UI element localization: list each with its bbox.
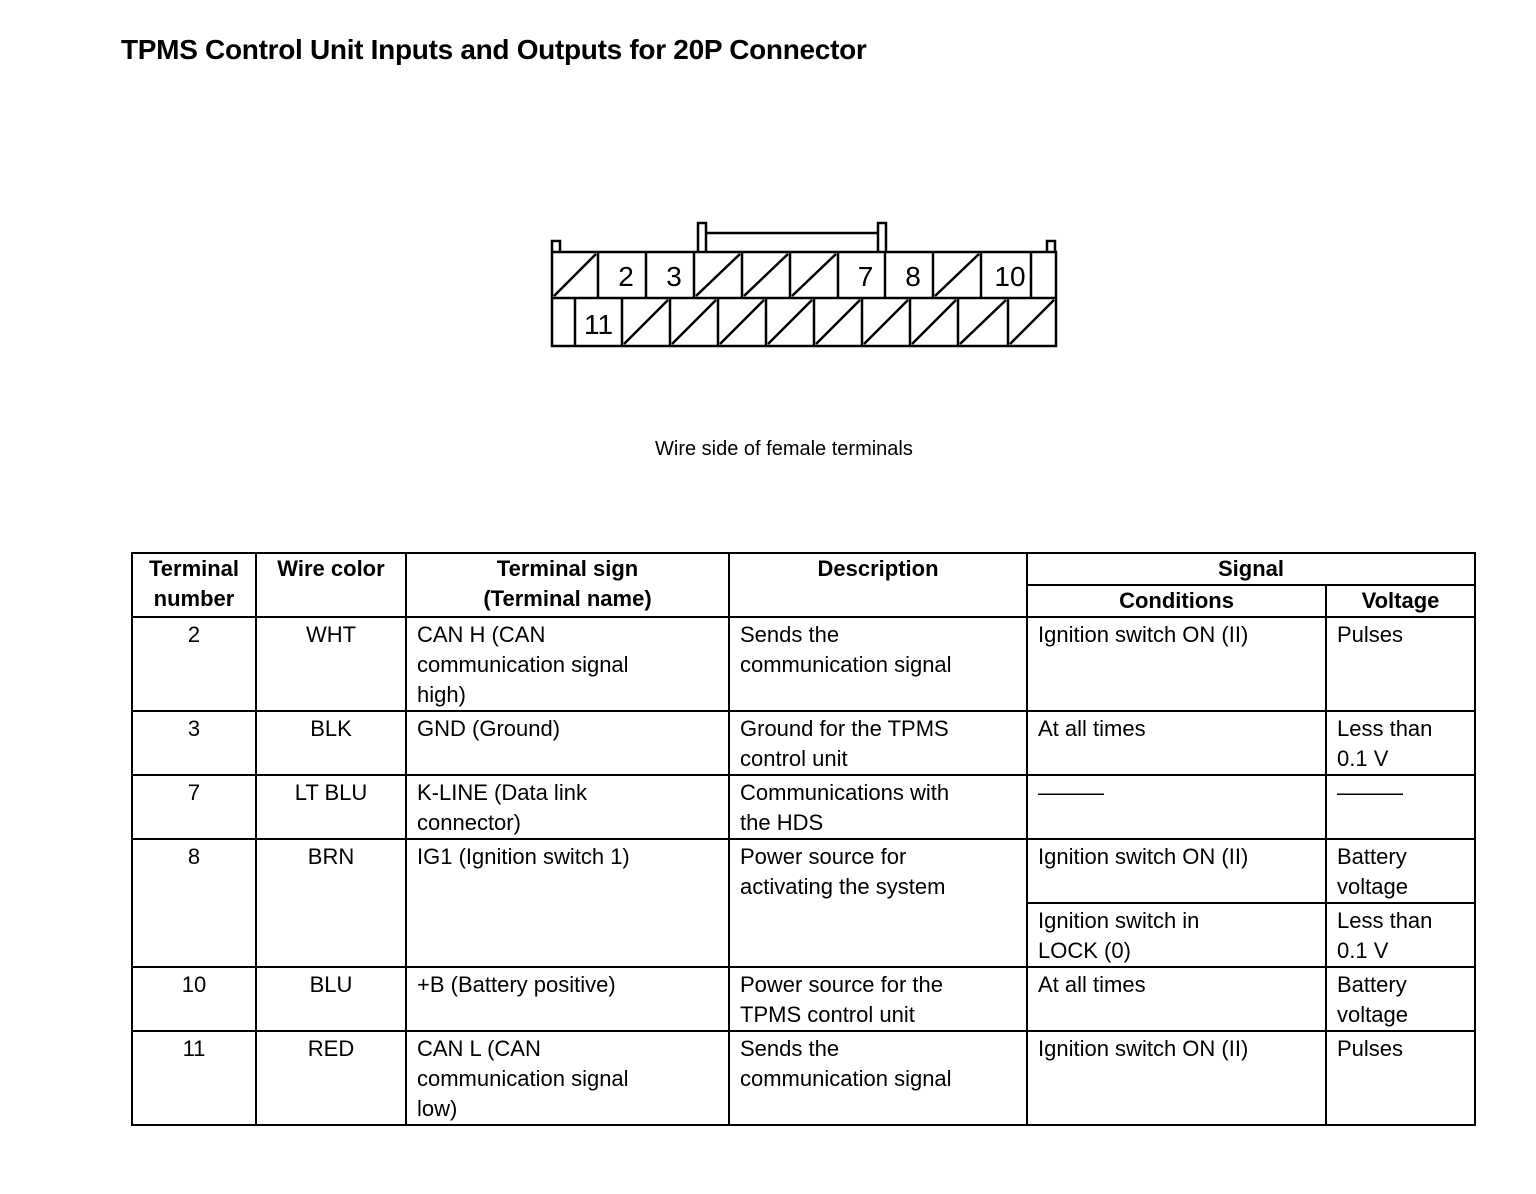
hatched-cavity <box>960 300 1006 344</box>
terminal-sign-cell: CAN H (CAN communication signal high) <box>406 617 729 711</box>
table-row <box>132 617 1475 711</box>
terminal-sign-cell: GND (Ground) <box>406 711 729 775</box>
terminal-number-cell: 8 <box>132 839 256 967</box>
table-row <box>132 1031 1475 1125</box>
wire-color-cell: RED <box>256 1031 406 1125</box>
terminal-sign-cell: CAN L (CAN communication signal low) <box>406 1031 729 1125</box>
hatched-cavity <box>864 300 908 344</box>
terminal-sign-cell: K-LINE (Data link connector) <box>406 775 729 839</box>
description-cell: Power source for activating the system <box>729 839 1027 967</box>
hatched-cavity <box>554 254 596 296</box>
description-cell: Ground for the TPMS control unit <box>729 711 1027 775</box>
terminal-number-label: 11 <box>583 309 614 340</box>
hatched-cavity <box>720 300 764 344</box>
terminal-number-cell: 3 <box>132 711 256 775</box>
wire-color-cell: BLU <box>256 967 406 1031</box>
terminal-sign-cell: +B (Battery positive) <box>406 967 729 1031</box>
terminal-number-cell: 10 <box>132 967 256 1031</box>
header-description: Description <box>729 553 1027 617</box>
header-signal: Signal <box>1027 553 1475 585</box>
connector-caption: Wire side of female terminals <box>655 438 913 460</box>
header-conditions: Conditions <box>1027 585 1326 617</box>
voltage-cell: Battery voltage <box>1326 967 1475 1031</box>
terminal-number-label: 7 <box>857 261 874 292</box>
condition-cell: At all times <box>1027 967 1326 1031</box>
hatched-cavity <box>1010 300 1054 344</box>
header-voltage: Voltage <box>1326 585 1475 617</box>
condition-cell: Ignition switch ON (II) <box>1027 617 1326 711</box>
condition-cell: ——— <box>1027 775 1326 839</box>
description-cell: Power source for the TPMS control unit <box>729 967 1027 1031</box>
hatched-cavity <box>768 300 812 344</box>
terminal-number-label: 10 <box>994 261 1026 292</box>
voltage-cell: Battery voltage <box>1326 839 1475 903</box>
page-title: TPMS Control Unit Inputs and Outputs for 20P Connector <box>121 34 867 65</box>
voltage-cell: Pulses <box>1326 617 1475 711</box>
hatched-cavity <box>912 300 956 344</box>
voltage-cell: Less than 0.1 V <box>1326 711 1475 775</box>
table-row <box>132 839 1475 903</box>
voltage-cell: Pulses <box>1326 1031 1475 1125</box>
description-cell: Communications with the HDS <box>729 775 1027 839</box>
header-terminal-sign: Terminal sign (Terminal name) <box>406 553 729 617</box>
wire-color-cell: LT BLU <box>256 775 406 839</box>
voltage-cell: ——— <box>1326 775 1475 839</box>
wire-color-cell: WHT <box>256 617 406 711</box>
hatched-cavity <box>792 254 836 296</box>
header-terminal-number: Terminal number <box>132 553 256 617</box>
condition-cell: Ignition switch ON (II) <box>1027 1031 1326 1125</box>
connector-latch <box>698 223 886 252</box>
io-table <box>131 552 1476 1126</box>
terminal-number-label: 2 <box>618 261 634 292</box>
terminal-number-label: 3 <box>666 261 682 292</box>
table-row <box>132 967 1475 1031</box>
terminal-number-cell: 7 <box>132 775 256 839</box>
wire-color-cell: BRN <box>256 839 406 967</box>
terminal-number-cell: 2 <box>132 617 256 711</box>
terminal-sign-cell: IG1 (Ignition switch 1) <box>406 839 729 967</box>
voltage-cell: Less than 0.1 V <box>1326 903 1475 967</box>
hatched-cavity <box>935 254 979 296</box>
description-cell: Sends the communication signal <box>729 617 1027 711</box>
hatched-cavity <box>696 254 740 296</box>
connector-diagram <box>540 215 1070 360</box>
wire-color-cell: BLK <box>256 711 406 775</box>
hatched-cavity <box>624 300 668 344</box>
table-row <box>132 775 1475 839</box>
hatched-cavity <box>744 254 788 296</box>
condition-cell: Ignition switch ON (II) <box>1027 839 1326 903</box>
condition-cell: At all times <box>1027 711 1326 775</box>
condition-cell: Ignition switch in LOCK (0) <box>1027 903 1326 967</box>
connector-side-tabs <box>552 241 1055 252</box>
terminal-number-label: 8 <box>905 261 921 292</box>
hatched-cavity <box>816 300 860 344</box>
hatched-cavity <box>672 300 716 344</box>
terminal-number-cell: 11 <box>132 1031 256 1125</box>
table-row <box>132 711 1475 775</box>
description-cell: Sends the communication signal <box>729 1031 1027 1125</box>
header-wire-color: Wire color <box>256 553 406 617</box>
